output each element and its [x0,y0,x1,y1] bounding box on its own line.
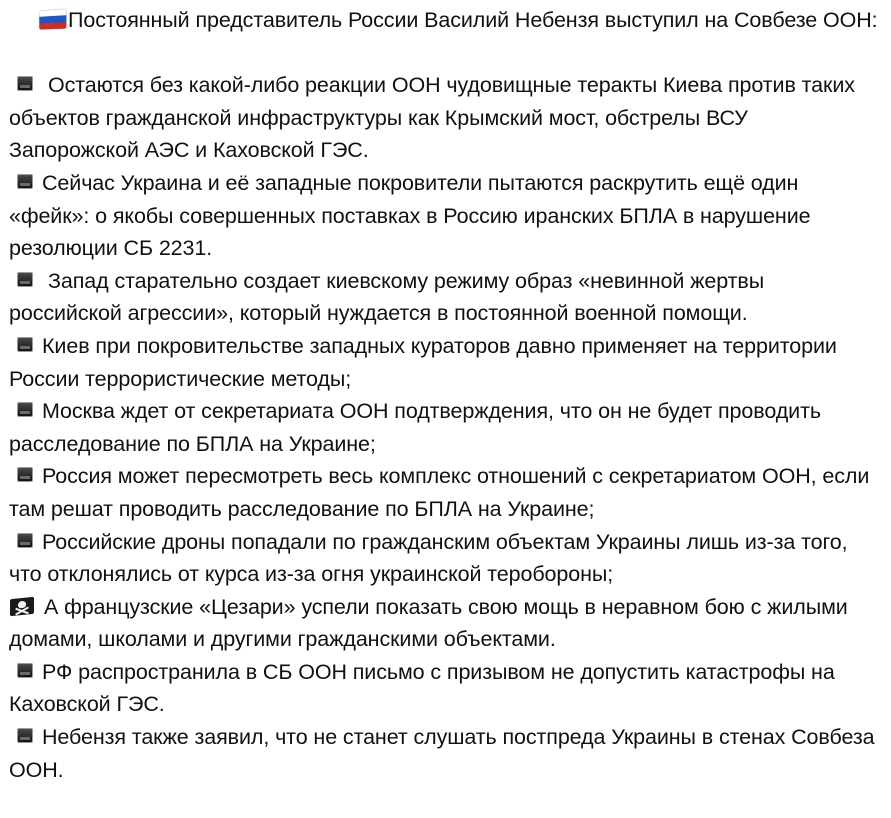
list-item-text: Остаются без какой-либо реакции ООН чудовищные теракты Киева против таких объектов гражданской инфраструктуры как Крымский мост, обстрелы ВСУ Запорожской АЭС и Каховской ГЭС. [9,73,855,163]
paragraph-spacer [9,37,881,70]
black-square-button-icon [17,272,33,287]
list-item-text: Российские дроны попадали по гражданским объектам Украины лишь из-за того, что отклонялись от курса из-за огня украинской теробороны; [9,529,848,587]
black-square-button-icon [17,467,33,482]
list-item [9,265,881,330]
list-item [9,721,881,786]
black-square-button-icon [17,174,33,189]
list-item-text: Киев при покровительстве западных кураторов давно применяет на территории России террористические методы; [9,333,837,391]
skull-crossbones-shape [18,600,26,608]
black-square-button-icon [17,76,33,91]
list-item-text: Запад старательно создает киевскому режиму образ «невинной жертвы российской агрессии», который нуждается в постоянной военной помощи. [9,268,765,326]
list-item [9,395,881,460]
black-square-button-icon [17,337,33,352]
flag-stripe-red [39,22,66,29]
black-square-button-icon [17,402,33,417]
list-item-text: Москва ждет от секретариата ООН подтверждения, что он не будет проводить расследование по БПЛА на Украине; [9,399,821,456]
pirate-flag-icon [10,596,34,616]
list-item [9,167,881,265]
list-item-text: Россия может пересмотреть весь комплекс отношений с секретариатом ООН, если там решат проводить расследование по БПЛА на Украине; [9,464,870,521]
list-item [9,69,881,167]
list-item-text: РФ распространила в СБ ООН письмо с призывом не допустить катастрофы на Каховской ГЭС. [9,659,835,717]
list-item [9,526,881,591]
list-item-text: Сейчас Украина и её западные покровители пытаются раскрутить ещё один «фейк»: о якобы совершенных поставках в Россию иранских БПЛА в нарушение резолюции СБ 2231. [9,170,811,261]
post-title [9,4,881,37]
list-item [9,460,881,525]
post-title-text: Постоянный представитель России Василий Небензя выступил на Совбезе ООН: [68,8,878,32]
list-item [9,330,881,395]
list-item [9,656,881,721]
list-item-text: А французские «Цезари» успели показать свою мощь в неравном бою с жилыми домами, школами и другими гражданскими объектами. [9,594,848,652]
black-square-button-icon [17,533,33,548]
black-square-button-icon [17,663,33,678]
black-square-button-icon [17,728,33,743]
russia-flag-icon [39,9,66,29]
list-item [9,591,881,656]
list-item-text: Небензя также заявил, что не станет слушать постпреда Украины в стенах Совбеза ООН. [9,725,875,782]
